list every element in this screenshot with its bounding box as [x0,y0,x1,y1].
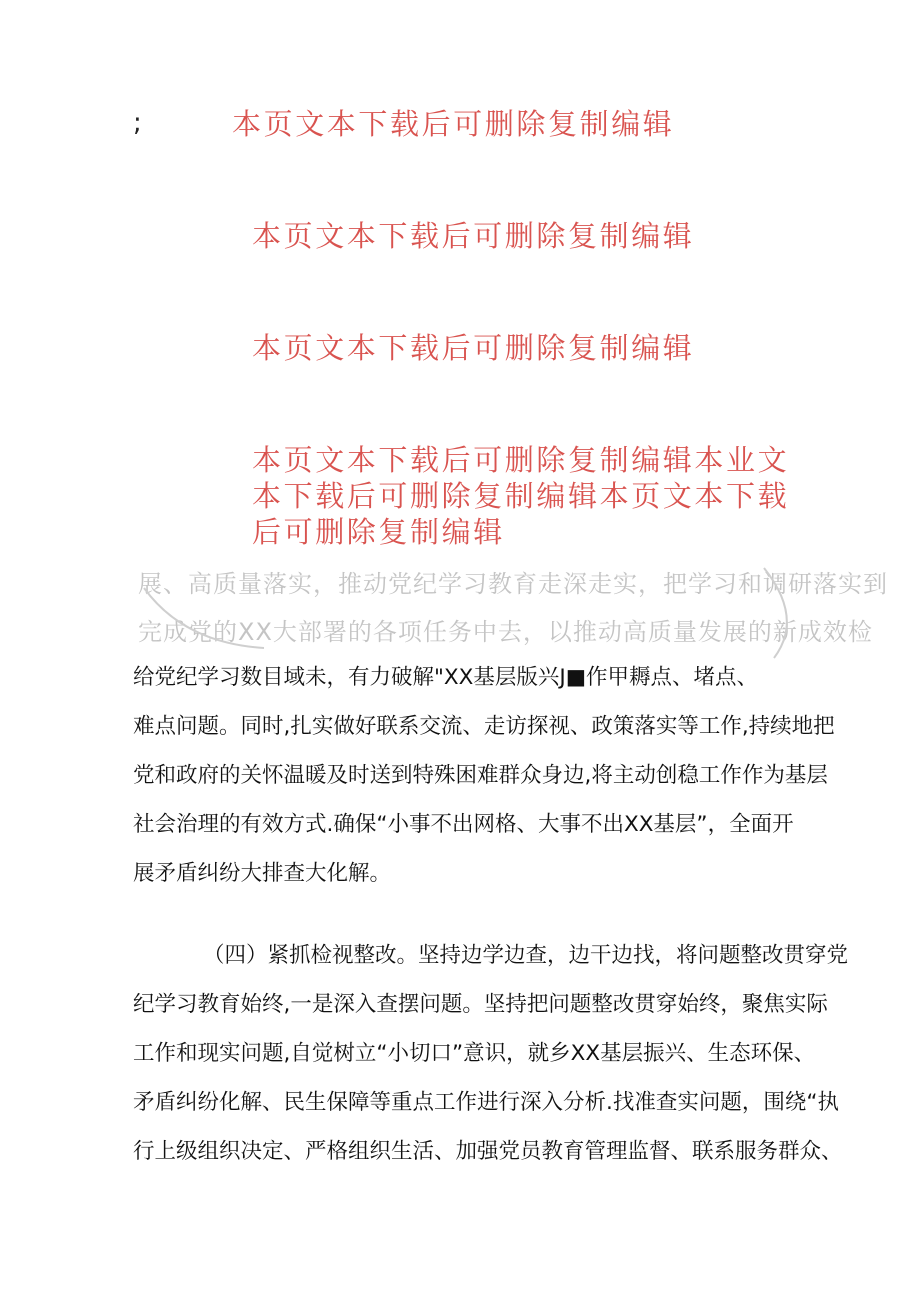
faded-line-2: 完成党的XX大部署的各项任务中去，以推动高质量发展的新成效检 [138,618,873,646]
text-line: 工作和现实问题,自觉树立“小切口”意识，就乡XX基层振兴、生态环保、 [133,1041,816,1066]
text-line: 行上级组织决定、严格组织生活、加强党员教育管理监督、联系服务群众、 [133,1139,843,1164]
stray-semicolon: ; [133,108,142,138]
text-line: （四）紧抓检视整改。坚持边学边查，边干边找，将问题整改贯穿党 [203,943,849,968]
faded-line-1: 展、高质量落实，推动党纪学习教育走深走实，把学习和调研落实到 [138,570,888,598]
text-line: 给党纪学习数目域未，有力破解"XX基层版兴J■作甲耨点、堵点、 [133,665,759,690]
watermark-line-4: 本页文本下载后可删除复制编辑本业文本下载后可删除复制编辑本页文本下载后可删除复制编辑 [252,443,790,549]
text-line: 社会治理的有效方式.确保“小事不出网格、大事不出XX基层”，全面开 [133,812,794,837]
text-line: 纪学习教育始终,一是深入查摆问题。坚持把问题整改贯穿始终，聚焦实际 [133,992,828,1017]
text-line: 难点问题。同时,扎实做好联系交流、走访探视、政策落实等工作,持续地把 [133,714,835,739]
page-curl-decoration [124,548,804,668]
text-line: 矛盾纠纷化解、民生保障等重点工作进行深入分析.找准查实问题，围绕“执 [133,1090,839,1115]
watermark-line-1: 本页文本下载后可删除复制编辑 [232,107,675,141]
text-line: 展矛盾纠纷大排查大化解。 [133,861,392,886]
watermark-line-2: 本页文本下载后可删除复制编辑 [252,219,695,253]
watermark-line-3: 本页文本下载后可删除复制编辑 [252,331,695,365]
text-line: 党和政府的关怀温暖及时送到特殊困难群众身边,将主动创稳工作作为基层 [133,763,828,788]
